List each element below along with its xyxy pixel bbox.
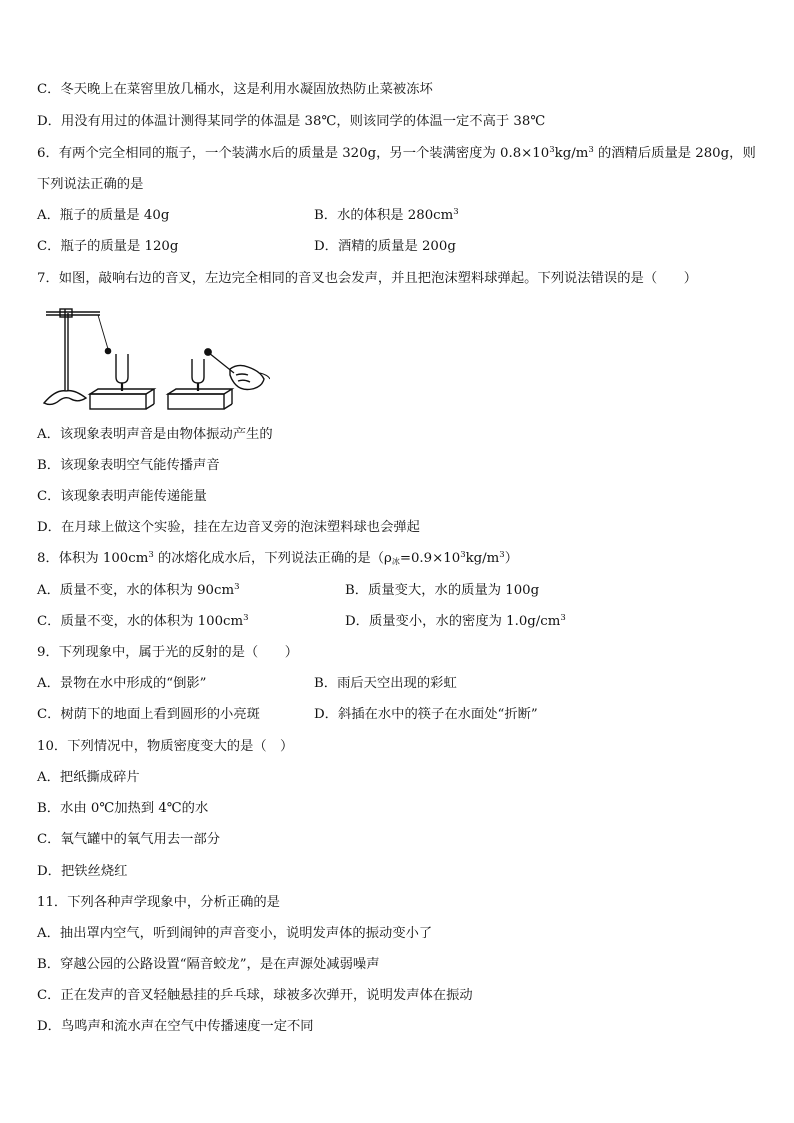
q6-stem-part: kg/m [554,146,589,161]
q8-stem-part: =0.9×10 [399,551,461,566]
q9-stem: 9．下列现象中，属于光的反射的是（ ） [37,645,299,660]
q10-option-b: B．水由 0℃加热到 4℃的水 [37,801,209,816]
superscript: 3 [148,550,154,560]
q8-stem-part: ） [504,551,518,566]
q11-stem: 11．下列各种声学现象中，分析正确的是 [37,895,280,910]
q11-option-a: A．抽出罩内空气，听到闹钟的声音变小，说明发声体的振动变小了 [37,926,433,941]
superscript: 3 [243,613,249,623]
q9-option-b: B．雨后天空出现的彩虹 [314,676,457,691]
q7-option-b: B．该现象表明空气能传播声音 [37,458,220,473]
foam-ball [105,348,110,353]
q8-option-a-text: A．质量不变，水的体积为 90cm [37,583,235,598]
superscript: 3 [234,582,240,592]
q6-stem [37,144,756,164]
q8-stem-part: 的冰熔化成水后，下列说法正确的是（ρ [153,551,392,566]
stand-base [44,391,86,405]
q11-option-d: D．鸟鸣声和流水声在空气中传播速度一定不同 [37,1019,314,1034]
q6-stem-line2: 下列说法正确的是 [37,177,144,192]
q6-option-c: C．瓶子的质量是 120g [37,239,179,254]
q11-option-b: B．穿越公园的公路设置“隔音蛟龙”，是在声源处减弱噪声 [37,957,380,972]
superscript: 3 [453,207,459,217]
tuning-fork-figure [38,303,270,413]
mallet-head [205,349,211,355]
q8-option-d [345,612,566,632]
superscript: 3 [460,550,466,560]
q8-option-a [37,581,240,601]
q10-option-d: D．把铁丝烧红 [37,864,128,879]
q10-option-c: C．氧气罐中的氧气用去一部分 [37,832,221,847]
q6-stem-part: 6．有两个完全相同的瓶子，一个装满水后的质量是 320g，另一个装满密度为 0.8×10 [37,146,550,161]
q8-option-d-text: D．质量变小，水的密度为 1.0g/cm [345,614,561,629]
q8-stem-part: 8．体积为 100cm [37,551,149,566]
q6-option-a: A．瓶子的质量是 40g [37,208,170,223]
q7-option-c: C．该现象表明声能传递能量 [37,489,207,504]
subscript: 冰 [391,557,400,566]
q5-option-c: C．冬天晚上在菜窖里放几桶水，这是利用水凝固放热防止菜被冻坏 [37,82,433,97]
q6-option-b-text: B．水的体积是 280cm [314,208,454,223]
right-resonance-box [168,389,232,394]
superscript: 3 [549,145,555,155]
q9-option-a: A．景物在水中形成的“倒影” [37,676,207,691]
right-tuning-fork [192,359,204,383]
q8-option-c [37,612,249,632]
q11-option-c: C．正在发声的音叉轻触悬挂的乒乓球，球被多次弹开，说明发声体在振动 [37,988,473,1003]
q9-option-d: D．斜插在水中的筷子在水面处“折断” [314,707,538,722]
q5-option-d: D．用没有用过的体温计测得某同学的体温是 38℃，则该同学的体温一定不高于 38℃ [37,114,546,129]
q8-stem-part: kg/m [465,551,500,566]
q8-stem [37,549,518,569]
superscript: 3 [499,550,505,560]
q10-option-a: A．把纸撕成碎片 [37,770,140,785]
hand [230,365,264,389]
q10-stem: 10．下列情况中，物质密度变大的是（ ） [37,739,294,754]
q8-option-b: B．质量变大，水的质量为 100g [345,583,540,598]
left-tuning-fork [116,354,128,383]
q6-option-d: D．酒精的质量是 200g [314,239,456,254]
q6-stem-part: 的酒精后质量是 280g，则 [593,146,756,161]
hanging-string [98,315,108,349]
superscript: 3 [588,145,594,155]
q7-option-d: D．在月球上做这个实验，挂在左边音叉旁的泡沫塑料球也会弹起 [37,520,420,535]
superscript: 3 [560,613,566,623]
q9-option-c: C．树荫下的地面上看到圆形的小亮斑 [37,707,260,722]
q7-stem: 7．如图，敲响右边的音叉，左边完全相同的音叉也会发声，并且把泡沫塑料球弹起。下列说法错误的是（ ） [37,271,698,286]
q6-option-b [314,206,459,226]
q8-option-c-text: C．质量不变，水的体积为 100cm [37,614,244,629]
q7-option-a: A．该现象表明声音是由物体振动产生的 [37,427,273,442]
